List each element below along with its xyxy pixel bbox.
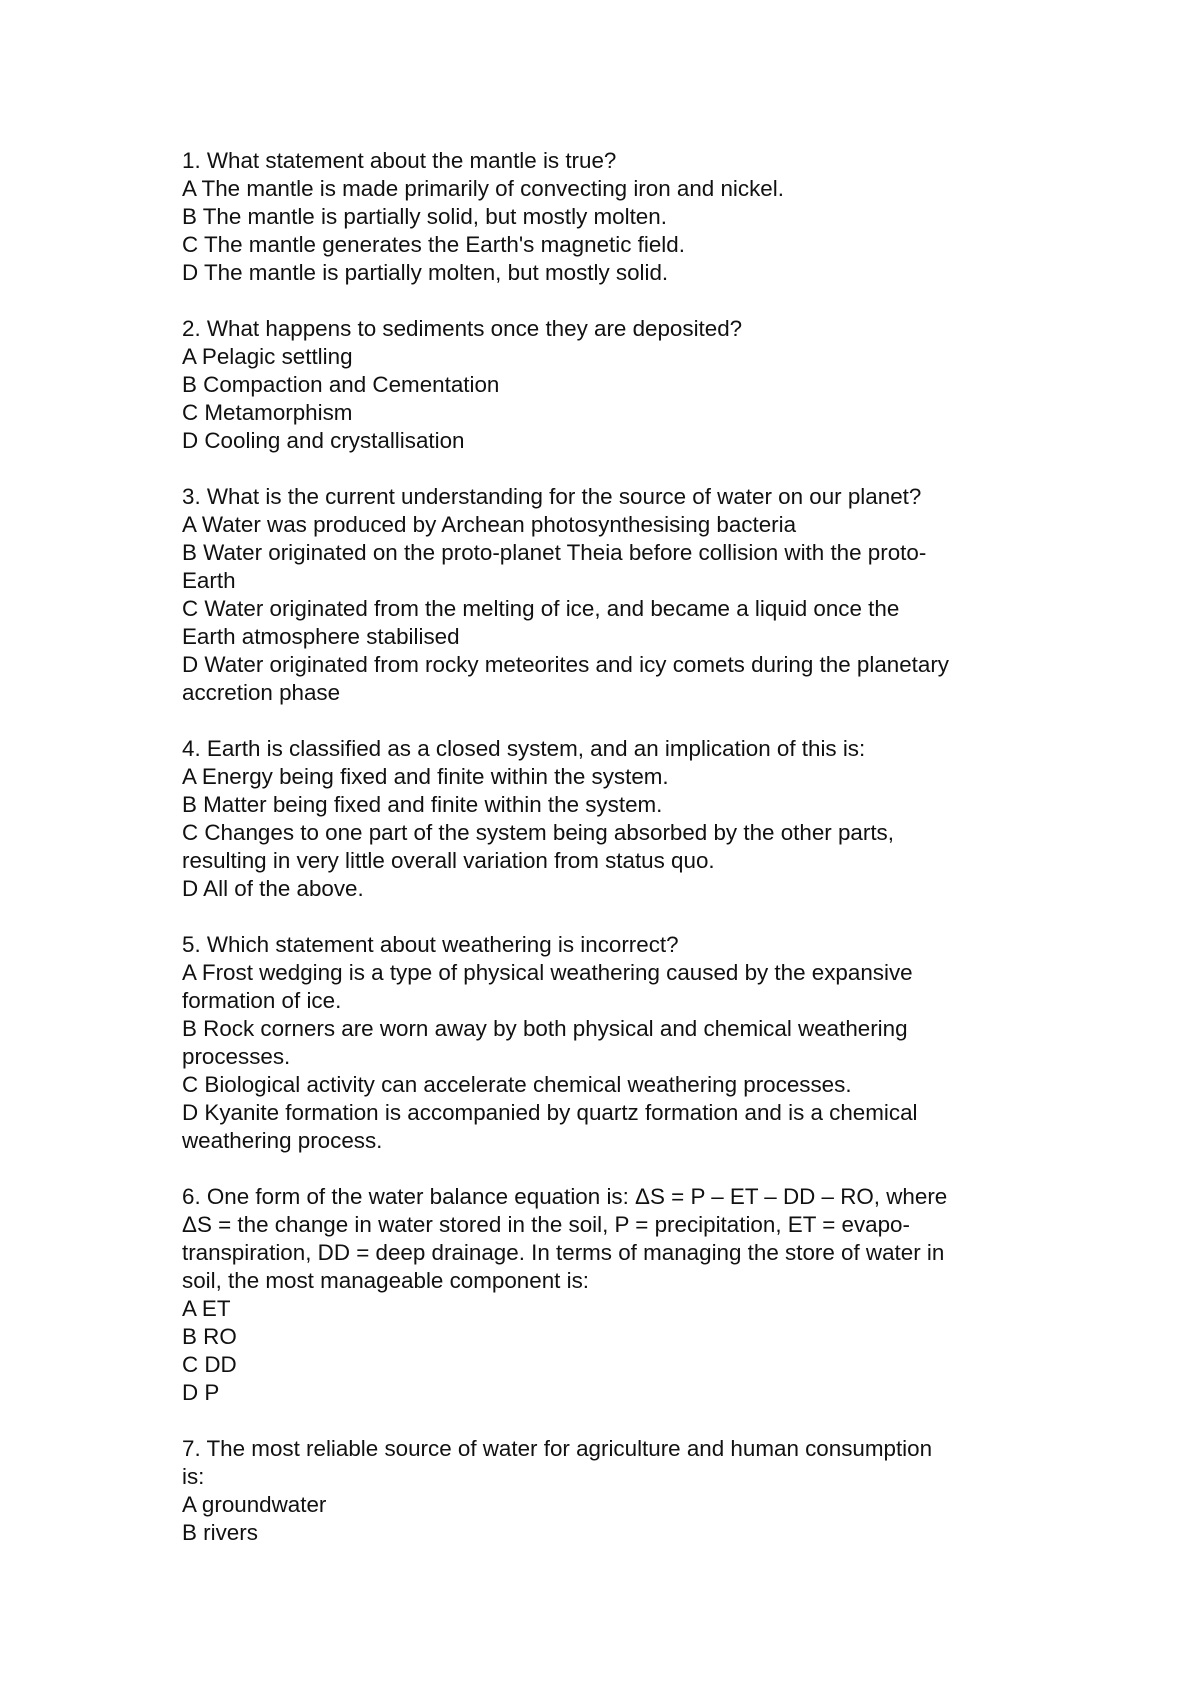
answer-option: D P <box>182 1380 220 1405</box>
question-stem: 1. What statement about the mantle is true? <box>182 148 617 173</box>
question-6 <box>182 1183 1042 1407</box>
answer-option: C DD <box>182 1352 237 1377</box>
answer-option: B Water originated on the proto-planet Theia before collision with the proto- Earth <box>182 540 927 593</box>
question-stem: 4. Earth is classified as a closed system, and an implication of this is: <box>182 736 866 761</box>
question-7 <box>182 1435 1042 1547</box>
answer-option: A Water was produced by Archean photosynthesising bacteria <box>182 512 797 537</box>
question-list <box>182 147 1042 1575</box>
answer-option: B Matter being fixed and finite within the system. <box>182 792 663 817</box>
answer-option: B RO <box>182 1324 237 1349</box>
answer-option: A ET <box>182 1296 231 1321</box>
question-stem: 6. One form of the water balance equation is: ΔS = P – ET – DD – RO, where ΔS = the change in water stored in the soil, P = precipitation, ET = evapo- transpiration, DD = deep drainage. In terms of managing the store of water in soil, the most manageable component is: <box>182 1184 948 1293</box>
answer-option: C Biological activity can accelerate chemical weathering processes. <box>182 1072 852 1097</box>
answer-option: D Cooling and crystallisation <box>182 428 465 453</box>
question-stem: 5. Which statement about weathering is incorrect? <box>182 932 679 957</box>
answer-option: A Energy being fixed and finite within the system. <box>182 764 669 789</box>
question-2 <box>182 315 1042 455</box>
answer-option: A Frost wedging is a type of physical weathering caused by the expansive formation of ice. <box>182 960 913 1013</box>
answer-option: B rivers <box>182 1520 258 1545</box>
answer-option: D Water originated from rocky meteorites and icy comets during the planetary accretion phase <box>182 652 949 705</box>
answer-option: A The mantle is made primarily of convecting iron and nickel. <box>182 176 784 201</box>
answer-option: D Kyanite formation is accompanied by quartz formation and is a chemical weathering process. <box>182 1100 918 1153</box>
question-4 <box>182 735 1042 903</box>
answer-option: C Metamorphism <box>182 400 353 425</box>
answer-option: C Water originated from the melting of ice, and became a liquid once the Earth atmosphere stabilised <box>182 596 900 649</box>
answer-option: A groundwater <box>182 1492 327 1517</box>
answer-option: C Changes to one part of the system being absorbed by the other parts, resulting in very little overall variation from status quo. <box>182 820 894 873</box>
question-5 <box>182 931 1042 1155</box>
answer-option: B Compaction and Cementation <box>182 372 500 397</box>
question-stem: 2. What happens to sediments once they are deposited? <box>182 316 743 341</box>
answer-option: B Rock corners are worn away by both physical and chemical weathering processes. <box>182 1016 908 1069</box>
question-stem: 7. The most reliable source of water for agriculture and human consumption is: <box>182 1436 933 1489</box>
answer-option: C The mantle generates the Earth's magnetic field. <box>182 232 685 257</box>
question-3 <box>182 483 1042 707</box>
answer-option: D All of the above. <box>182 876 364 901</box>
answer-option: B The mantle is partially solid, but mostly molten. <box>182 204 667 229</box>
question-stem: 3. What is the current understanding for the source of water on our planet? <box>182 484 922 509</box>
question-1 <box>182 147 1042 287</box>
answer-option: D The mantle is partially molten, but mostly solid. <box>182 260 669 285</box>
answer-option: A Pelagic settling <box>182 344 353 369</box>
